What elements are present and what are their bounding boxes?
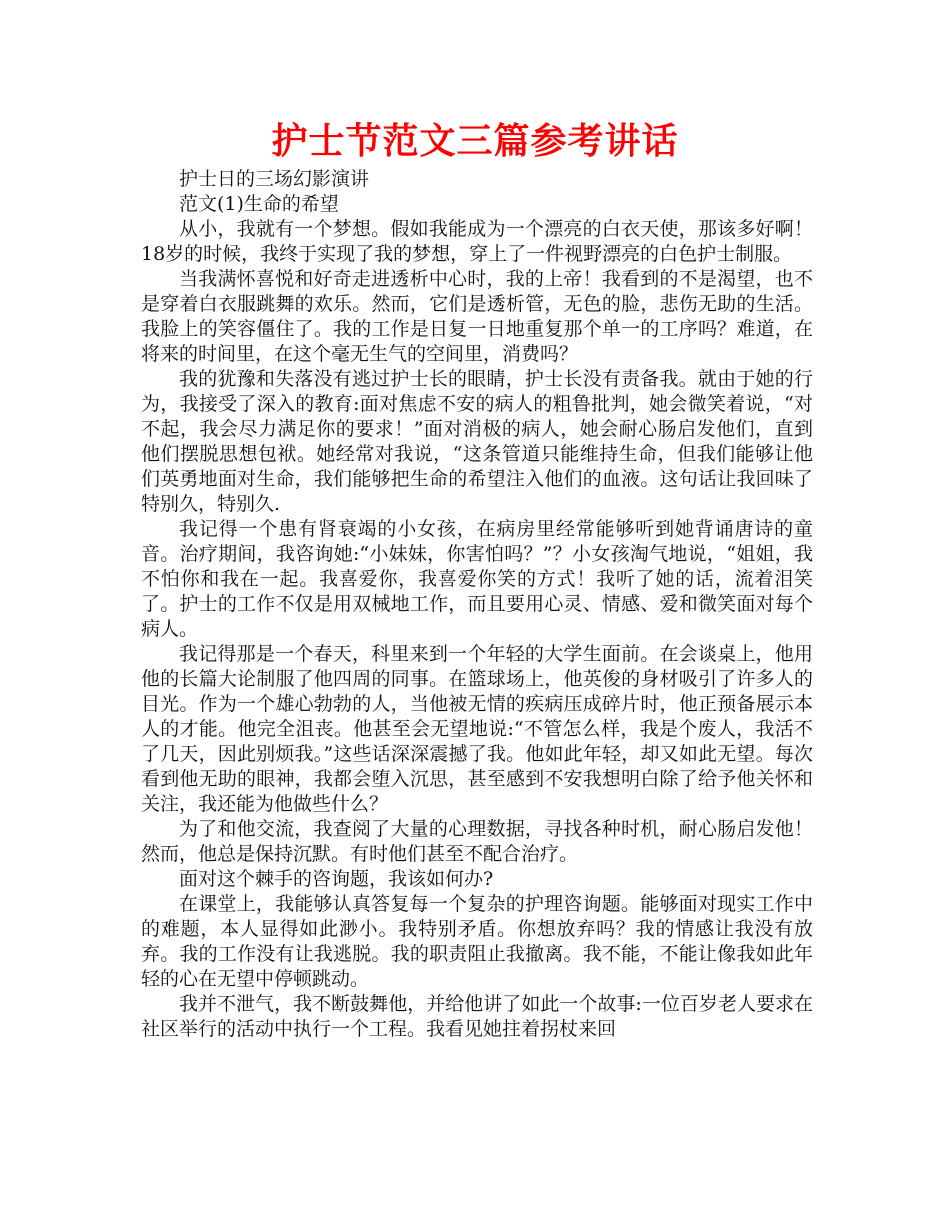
subtitle-line: 护士日的三场幻影演讲 xyxy=(179,168,370,190)
body-paragraph: 我的犹豫和失落没有逃过护士长的眼睛，护士长没有责备我。就由于她的行为，我接受了深入的教育:面对焦虑不安的病人的粗鲁批判，她会微笑着说，“对不起，我会尽力满足你的要求！”面对消极的病人，她会耐心肠启发他们，直到他们摆脱思想包袱。她经常对我说，“这条管道只能维持生命，但我们能够让他们英勇地面对生命，我们能够把生命的希望注入他们的血液。这句话让我回味了特别久，特别久. xyxy=(141,368,813,515)
body-paragraph: 为了和他交流，我查阅了大量的心理数据，寻找各种时机，耐心肠启发他！然而，他总是保持沉默。有时他们甚至不配合治疗。 xyxy=(141,818,813,865)
body-paragraph: 我并不泄气，我不断鼓舞他，并给他讲了如此一个故事:一位百岁老人要求在社区举行的活动中执行一个工程。我看见她拄着拐杖来回 xyxy=(141,993,813,1040)
body-paragraph: 我记得那是一个春天，科里来到一个年轻的大学生面前。在会谈桌上，他用他的长篇大论制服了他四周的同事。在篮球场上，他英俊的身材吸引了许多人的目光。作为一个雄心勃勃的人，当他被无情的疾病压成碎片时，他正预备展示本人的才能。他完全沮丧。他甚至会无望地说:“不管怎么样，我是个废人，我活不了几天，因此别烦我。”这些话深深震撼了我。他如此年轻，却又如此无望。每次看到他无助的眼神，我都会堕入沉思，甚至感到不安我想明白除了给予他关怀和关注，我还能为他做些什么？ xyxy=(141,643,813,815)
body-paragraph: 面对这个棘手的咨询题，我该如何办? xyxy=(179,868,494,890)
body-paragraph: 在课堂上，我能够认真答复每一个复杂的护理咨询题。能够面对现实工作中的难题，本人显得如此渺小。我特别矛盾。你想放弃吗？我的情感让我没有放弃。我的工作没有让我逃脱。我的职责阻止我撤离。我不能，不能让像我如此年轻的心在无望中停顿跳动。 xyxy=(141,893,813,990)
body-paragraph: 我记得一个患有肾衰竭的小女孩，在病房里经常能够听到她背诵唐诗的童音。治疗期间，我咨询她:“小妹妹，你害怕吗？”？小女孩淘气地说，“姐姐，我不怕你和我在一起。我喜爱你，我喜爱你笑的方式！我听了她的话，流着泪笑了。护士的工作不仅是用双械地工作，而且要用心灵、情感、爱和微笑面对每个病人。 xyxy=(141,518,813,640)
body-paragraph: 当我满怀喜悦和好奇走进透析中心时，我的上帝！我看到的不是渴望，也不是穿着白衣服跳舞的欢乐。然而，它们是透析管，无色的脸，悲伤无助的生活。我脸上的笑容僵住了。我的工作是日复一日地重复那个单一的工序吗？难道，在将来的时间里，在这个毫无生气的空间里，消费吗？ xyxy=(141,268,813,365)
section-heading: 范文(1)生命的希望 xyxy=(179,193,339,215)
document-title: 护士节范文三篇参考讲话 xyxy=(271,121,679,162)
document-body xyxy=(141,167,813,1042)
body-paragraph: 从小，我就有一个梦想。假如我能成为一个漂亮的白衣天使，那该多好啊！18岁的时候，我终于实现了我的梦想，穿上了一件视野漂亮的白色护士制服。 xyxy=(141,218,813,265)
